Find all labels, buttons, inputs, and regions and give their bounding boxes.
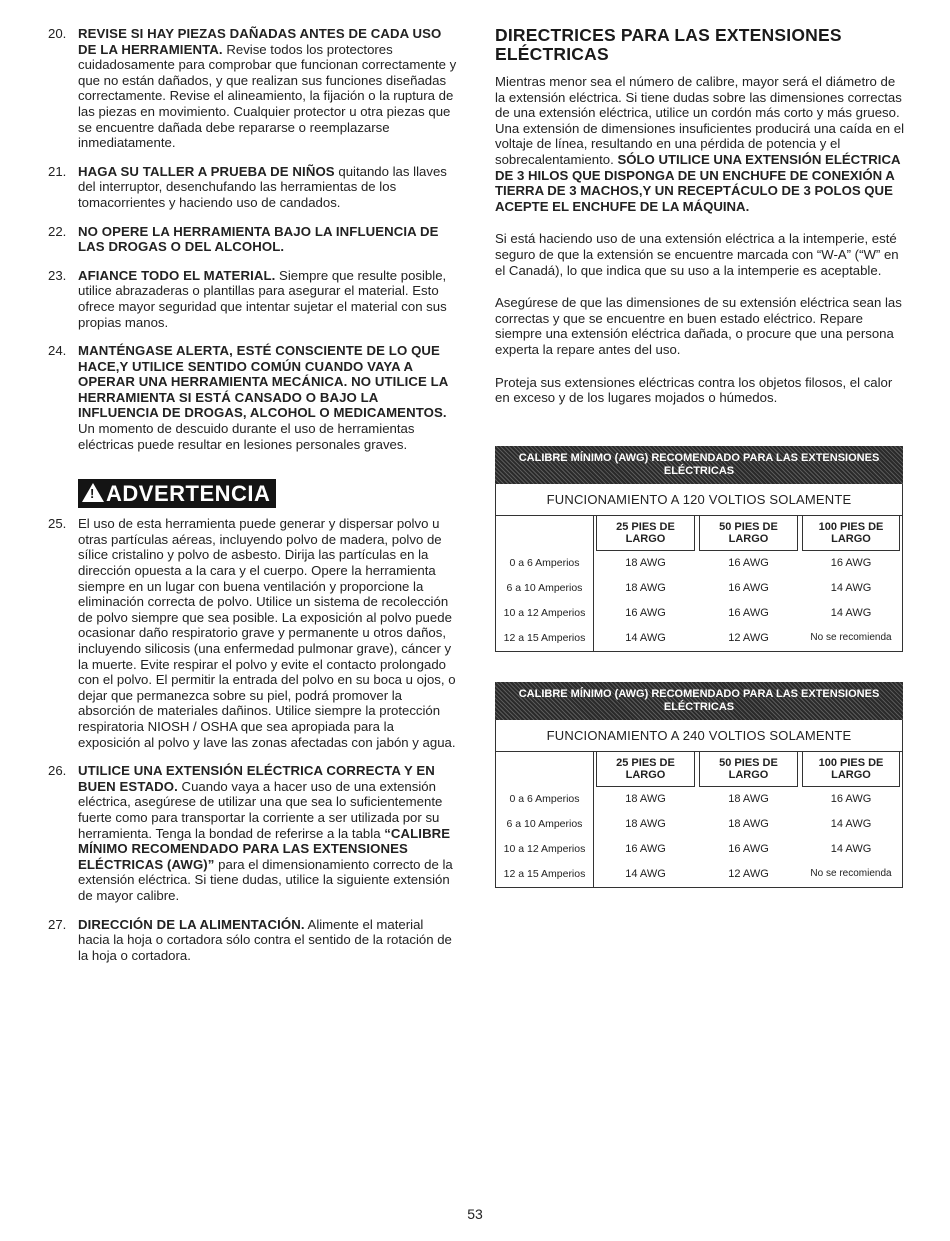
corner-cell <box>496 752 594 787</box>
table-reference: “CALIBRE MÍNIMO RECOMENDADO PARA LAS EXTENSIONES ELÉCTRICAS (AWG)” <box>78 825 451 872</box>
table-cell: 18 AWG <box>625 817 666 830</box>
list-item <box>48 763 458 903</box>
row-label: 0 a 6 Amperios <box>496 787 594 812</box>
item-number: 25. <box>48 516 67 532</box>
item-heading: AFIANCE TODO EL MATERIAL. <box>78 267 276 283</box>
list-item <box>48 516 458 750</box>
table-grid <box>495 752 903 888</box>
item-text: El uso de esta herramienta puede generar y dispersar polvo u otras partículas aéreas, incluyendo polvo de madera, polvo de sílice cristalino y polvo de asbesto. Dirija las partículas en la dirección opuesta a la cara y el cuerpo. Opere la herramienta siempre en un lugar con buena ventilación y proporcione la eliminación correcta de polvo. Utilice un sistema de recolección de polvo siempre que sea posible. La exposición al polvo puede ocasionar daño respiratorio grave y permanente u otros daños, incluyendo silicosis (una enfermedad pulmonar grave), cáncer y la muerte. Evite respirar el polvo y evite el contacto prolongado con el polvo. El permitir la entrada del polvo en su boca u ojos, o dejar que permanezca sobre su piel, podrá promover la absorción de materiales dañinos. Utilice siempre la protección respiratoria NIOSH / OSHA que sea apropiada para la exposición al polvo y lave las zonas afectadas con jabón y agua. <box>78 516 456 750</box>
item-text: Revise todos los protectores cuidadosamente para comprobar que funcionan correctamente y que no están dañados, y que realizan sus funciones diseñadas correctamente. Revise el alineamiento, la fijación o la ruptura de las piezas en movimiento. Cualquier protector u otra piezas que se encuentre dañada debe repararse o reemplazarse inmediatamente. <box>78 41 457 151</box>
table-cell: 14 AWG <box>625 631 666 644</box>
table-cell: 18 AWG <box>728 792 769 805</box>
list-item <box>48 917 458 964</box>
table-cell: 16 AWG <box>728 606 769 619</box>
row-label: 10 a 12 Amperios <box>496 601 594 626</box>
column-header: 100 PIES DE LARGO <box>802 752 900 787</box>
table-header: CALIBRE MÍNIMO (AWG) RECOMENDADO PARA LAS EXTENSIONES ELÉCTRICAS <box>495 682 903 720</box>
column-header: 50 PIES DE LARGO <box>699 752 798 787</box>
corner-cell <box>496 516 594 551</box>
list-item <box>48 164 458 211</box>
table-cell: 14 AWG <box>830 581 872 594</box>
item-text: quitando las llaves del interruptor, desenchufando las herramientas de los tomacorrientes y haciendo uso de candados. <box>78 163 447 210</box>
table-cell: 16 AWG <box>728 556 769 569</box>
item-heading: REVISE SI HAY PIEZAS DAÑADAS ANTES DE CADA USO DE LA HERRAMIENTA. <box>78 26 442 57</box>
item-heading: UTILICE UNA EXTENSIÓN ELÉCTRICA CORRECTA Y EN BUEN ESTADO. <box>78 763 435 794</box>
item-heading: DIRECCIÓN DE LA ALIMENTACIÓN. <box>78 916 305 932</box>
table-cell: 16 AWG <box>625 606 666 619</box>
paragraph: Mientras menor sea el número de calibre, mayor será el diámetro de la extensión eléctrica. Si tiene dudas sobre las dimensiones correctas de una extensión eléctrica, utilice un cordón más corto y más grueso. Una extensión de dimensiones insuficientes producirá una caída en el voltaje de línea, resultando en una pérdida de potencia y el sobrecalentamiento. SÓLO UTILICE UNA EXTENSIÓN ELÉCTRICA DE 3 HILOS QUE DISPONGA DE UN ENCHUFE DE CONEXIÓN A TIERRA DE 3 MACHOS,Y UN RECEPTÁCULO DE 3 POLOS QUE ACEPTE EL ENCHUFE DE LA MÁQUINA. <box>495 74 905 214</box>
item-number: 24. <box>48 343 67 359</box>
awg-table-120v <box>495 446 905 652</box>
row-label: 6 a 10 Amperios <box>496 812 594 837</box>
item-number: 21. <box>48 163 67 179</box>
table-cell: 18 AWG <box>625 581 666 594</box>
list-item <box>48 26 458 151</box>
row-label: 12 a 15 Amperios <box>496 862 594 887</box>
row-label: 0 a 6 Amperios <box>496 551 594 576</box>
table-subheader: FUNCIONAMIENTO A 240 VOLTIOS SOLAMENTE <box>495 720 903 752</box>
table-cell: 18 AWG <box>728 817 769 830</box>
item-heading: HAGA SU TALLER A PRUEBA DE NIÑOS <box>78 163 335 179</box>
table-cell: No se recomienda <box>810 631 892 643</box>
item-text: Siempre que resulte posible, utilice abrazaderas o plantillas para asegurar el material. Esto ofrece mayor seguridad que intentar sujetar el material con sus propias manos. <box>78 267 447 330</box>
warning-triangle-icon: ! <box>82 483 104 502</box>
table-header: CALIBRE MÍNIMO (AWG) RECOMENDADO PARA LAS EXTENSIONES ELÉCTRICAS <box>495 446 903 484</box>
section-heading: DIRECTRICES PARA LAS EXTENSIONES ELÉCTRICAS <box>495 25 842 64</box>
paragraph: Asegúrese de que las dimensiones de su extensión eléctrica sean las correctas y que se encuentre en buen estado eléctrico. Repare siempre una extensión eléctrica dañada, o procure que una persona experta la repare antes del uso. <box>495 295 902 357</box>
item-heading: MANTÉNGASE ALERTA, ESTÉ CONSCIENTE DE LO QUE HACE,Y UTILICE SENTIDO COMÚN CUANDO VAYA A OPERAR UNA HERRAMIENTA MECÁNICA. NO UTILICE LA HERRAMIENTA SI ESTÁ CANSADO O BAJO LA INFLUENCIA DE DROGAS, ALCOHOL O MEDICAMENTOS. <box>78 343 448 421</box>
item-number: 27. <box>48 916 67 932</box>
table-cell: 12 AWG <box>728 631 769 644</box>
item-text: Alimente el material hacia la hoja o cortadora sólo contra el sentido de la rotación de la hoja o cortadora. <box>78 916 452 963</box>
column-header: 100 PIES DE LARGO <box>802 516 900 551</box>
list-item <box>48 224 458 255</box>
table-cell: 18 AWG <box>625 792 666 805</box>
table-cell: 14 AWG <box>625 867 666 880</box>
item-text: para el dimensionamiento correcto de la extensión eléctrica. Si tiene dudas, utilice la siguiente extensión de mayor calibre. <box>78 856 453 903</box>
table-cell: 16 AWG <box>728 581 769 594</box>
table-cell: 16 AWG <box>728 842 769 855</box>
list-item <box>48 268 458 330</box>
table-cell: 16 AWG <box>830 792 872 805</box>
table-cell: 14 AWG <box>830 817 872 830</box>
table-cell: 14 AWG <box>830 842 872 855</box>
row-label: 6 a 10 Amperios <box>496 576 594 601</box>
table-cell: 12 AWG <box>728 867 769 880</box>
table-subheader: FUNCIONAMIENTO A 120 VOLTIOS SOLAMENTE <box>495 484 903 516</box>
warning-banner <box>78 479 276 508</box>
list-item <box>48 343 458 452</box>
item-number: 26. <box>48 763 67 779</box>
table-cell: 16 AWG <box>625 842 666 855</box>
table-grid <box>495 516 903 652</box>
column-header: 50 PIES DE LARGO <box>699 516 798 551</box>
table-cell: 14 AWG <box>830 606 872 619</box>
paragraph: Si está haciendo uso de una extensión eléctrica a la intemperie, esté seguro de que la extensión se encuentre marcada con “W-A” (“W” en el Canadá), lo que indica que su uso a la intemperie es aceptable. <box>495 231 899 278</box>
table-cell: 18 AWG <box>625 556 666 569</box>
paragraph: Proteja sus extensiones eléctricas contra los objetos filosos, el calor en exceso y de los lugares mojados o húmedos. <box>495 374 893 406</box>
page-number: 53 <box>467 1206 483 1222</box>
item-number: 20. <box>48 26 67 41</box>
right-column <box>495 26 905 918</box>
column-header: 25 PIES DE LARGO <box>596 752 695 787</box>
warning-label: ADVERTENCIA <box>106 481 271 507</box>
item-number: 22. <box>48 223 67 239</box>
table-cell: 16 AWG <box>830 556 872 569</box>
item-number: 23. <box>48 267 67 283</box>
row-label: 10 a 12 Amperios <box>496 837 594 862</box>
item-heading: NO OPERE LA HERRAMIENTA BAJO LA INFLUENCIA DE LAS DROGAS O DEL ALCOHOL. <box>78 223 439 255</box>
item-text: Cuando vaya a hacer uso de una extensión eléctrica, asegúrese de utilizar una que sea lo suficientemente fuerte como para transportar la corriente a ser utilizada por su herramienta. Tenga la bondad de referirse a la tabla <box>78 778 443 841</box>
left-column <box>48 26 458 976</box>
row-label: 12 a 15 Amperios <box>496 626 594 651</box>
table-cell: No se recomienda <box>810 867 892 879</box>
awg-table-240v <box>495 682 905 888</box>
item-text: Un momento de descuido durante el uso de herramientas eléctricas puede resultar en lesiones personales graves. <box>78 421 415 452</box>
column-header: 25 PIES DE LARGO <box>596 516 695 551</box>
